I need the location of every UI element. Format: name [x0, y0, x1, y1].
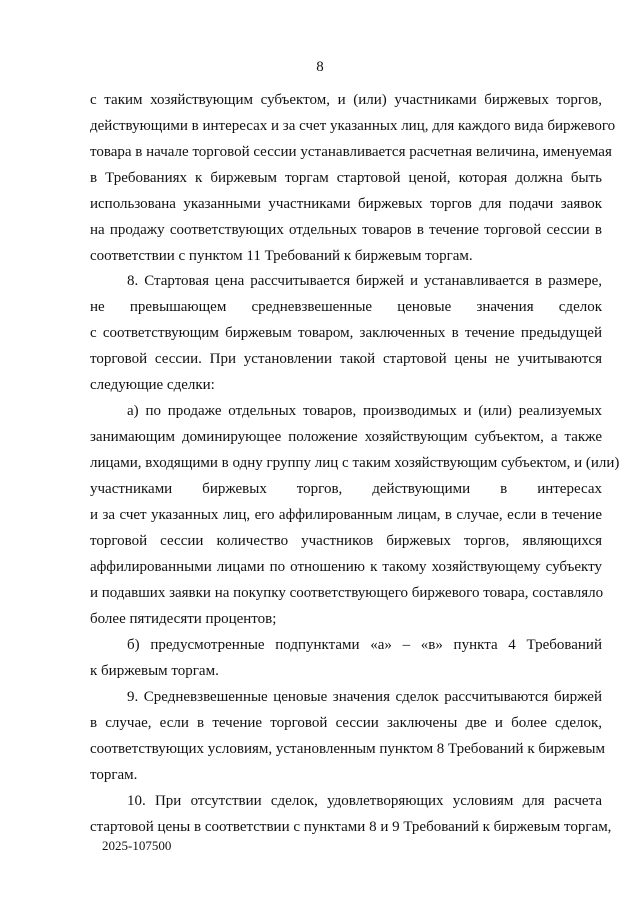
text-line: с соответствующим биржевым товаром, заключенных в течение предыдущей [90, 325, 602, 341]
page-number: 8 [316, 59, 324, 75]
text-line: занимающим доминирующее положение хозяйствующим субъектом, а также [90, 429, 602, 445]
subparagraph-b-start: б) предусмотренные подпунктами «а» – «в» пункта 4 Требований [127, 637, 602, 653]
text-line: соответствии с пунктом 11 Требований к биржевым торгам. [90, 248, 473, 264]
paragraph-8-start: 8. Стартовая цена рассчитывается биржей и устанавливается в размере, [127, 273, 602, 289]
subparagraph-a-start: а) по продаже отдельных товаров, производимых и (или) реализуемых [127, 403, 602, 419]
text-line: товара в начале торговой сессии устанавливается расчетная величина, именуемая [90, 144, 612, 160]
text-line: и за счет указанных лиц, его аффилированным лицам, в случае, если в течение [90, 507, 602, 523]
text-line: аффилированными лицами по отношению к такому хозяйствующему субъекту [90, 559, 602, 575]
text-line: торгам. [90, 767, 138, 783]
text-line: соответствующих условиям, установленным пунктом 8 Требований к биржевым [90, 741, 605, 757]
text-line: торговой сессии. При установлении такой стартовой цены не учитываются [90, 351, 602, 367]
text-line: участниками биржевых торгов, действующими в интересах [90, 481, 602, 497]
text-line: стартовой цены в соответствии с пунктами 8 и 9 Требований к биржевым торгам, [90, 819, 612, 835]
text-line: в Требованиях к биржевым торгам стартовой ценой, которая должна быть [90, 170, 602, 186]
paragraph-10-start: 10. При отсутствии сделок, удовлетворяющих условиям для расчета [127, 793, 602, 809]
text-line: не превышающем средневзвешенные ценовые значения сделок [90, 299, 602, 315]
text-line: более пятидесяти процентов; [90, 611, 277, 627]
document-id: 2025-107500 [102, 838, 172, 853]
text-line: следующие сделки: [90, 377, 215, 393]
text-line: на продажу соответствующих отдельных товаров в течение торговой сессии в [90, 222, 602, 238]
paragraph-9-start: 9. Средневзвешенные ценовые значения сделок рассчитываются биржей [127, 689, 602, 705]
text-line: использована указанными участниками биржевых торгов для подачи заявок [90, 196, 602, 212]
text-line: лицами, входящими в одну группу лиц с таким хозяйствующим субъектом, и (или) [90, 455, 620, 471]
text-line: торговой сессии количество участников биржевых торгов, являющихся [90, 533, 602, 549]
text-line: и подавших заявки на покупку соответствующего биржевого товара, составляло [90, 585, 604, 601]
text-line: с таким хозяйствующим субъектом, и (или) участниками биржевых торгов, [90, 92, 602, 108]
text-line: действующими в интересах и за счет указанных лиц, для каждого вида биржевого [90, 118, 616, 134]
text-line: к биржевым торгам. [90, 663, 219, 679]
text-line: в случае, если в течение торговой сессии заключены две и более сделок, [90, 715, 602, 731]
